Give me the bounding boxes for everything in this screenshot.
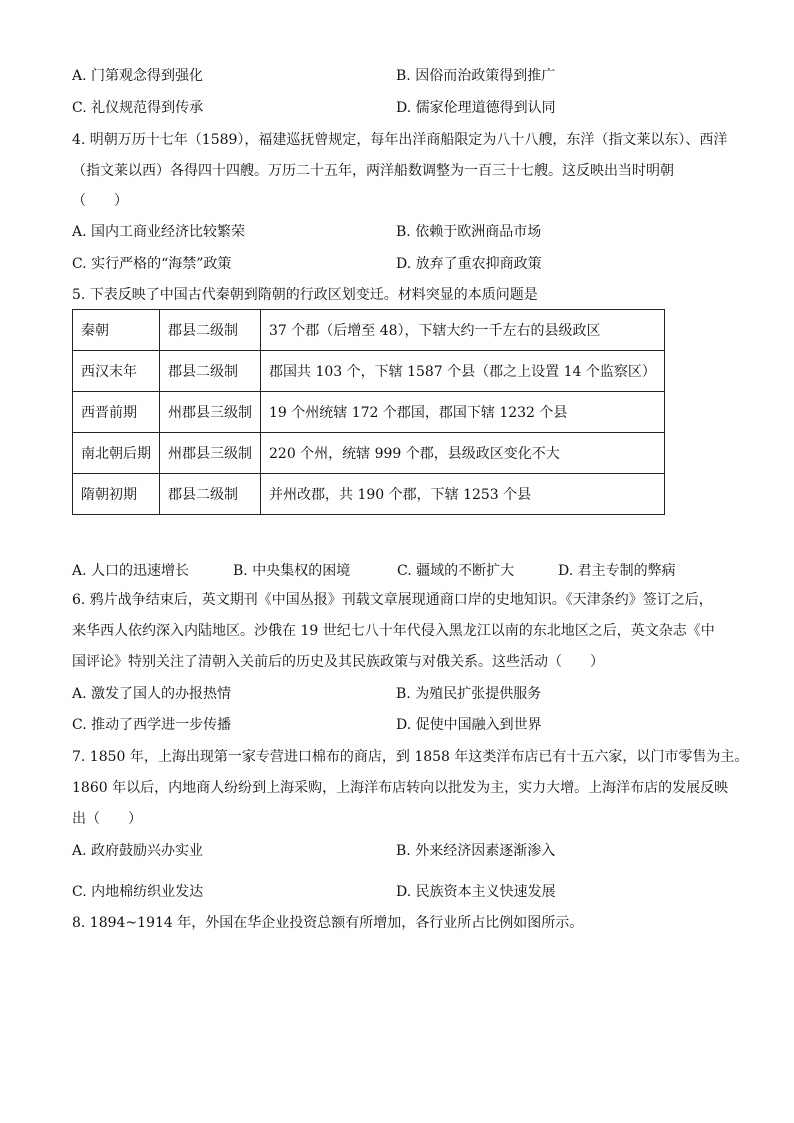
table-cell-system: 州郡县三级制 <box>160 433 261 474</box>
table-cell-dynasty: 隋朝初期 <box>73 474 160 515</box>
table-row <box>73 392 665 433</box>
table-cell-system: 郡县二级制 <box>160 310 261 351</box>
q6-option-d[interactable]: D. 促使中国融入到世界 <box>396 717 542 733</box>
table-cell-detail: 19 个州统辖 172 个郡国，郡国下辖 1232 个县 <box>261 392 665 433</box>
q6-stem-line-2: 来华西人依约深入内陆地区。沙俄在 19 世纪七八十年代侵入黑龙江以南的东北地区之后，英文杂志《中 <box>72 623 715 639</box>
q7-option-d[interactable]: D. 民族资本主义快速发展 <box>396 884 556 900</box>
q4-option-d[interactable]: D. 放弃了重农抑商政策 <box>396 256 542 272</box>
q3-option-a[interactable]: A. 门第观念得到强化 <box>72 68 204 84</box>
q5-option-b[interactable]: B. 中央集权的困境 <box>233 563 351 579</box>
q7-options-row-2 <box>0 882 794 902</box>
table-cell-detail: 郡国共 103 个，下辖 1587 个县（郡之上设置 14 个监察区） <box>261 351 665 392</box>
q4-option-c[interactable]: C. 实行严格的“海禁”政策 <box>72 256 232 272</box>
table-cell-system: 州郡县三级制 <box>160 392 261 433</box>
q4-option-b[interactable]: B. 依赖于欧洲商品市场 <box>396 224 542 240</box>
q5-stem: 5. 下表反映了中国古代秦朝到隋朝的行政区划变迁。材料突显的本质问题是 <box>72 287 538 303</box>
q8-stem: 8. 1894~1914 年，外国在华企业投资总额有所增加，各行业所占比例如图所示。 <box>72 915 584 931</box>
q3-options-row-1 <box>0 66 794 86</box>
q6-option-c[interactable]: C. 推动了西学进一步传播 <box>72 717 232 733</box>
q7-options-row-1 <box>0 841 794 861</box>
q6-option-a[interactable]: A. 激发了国人的办报热情 <box>72 686 232 702</box>
q5-admin-division-table <box>72 309 665 515</box>
q6-options-row-1 <box>0 684 794 704</box>
q7-option-a[interactable]: A. 政府鼓励兴办实业 <box>72 843 204 859</box>
q4-stem-line-1: 4. 明朝万历十七年（1589），福建巡抚曾规定，每年出洋商船限定为八十八艘，东洋（指文莱以东）、西洋 <box>72 132 728 148</box>
q5-option-c[interactable]: C. 疆域的不断扩大 <box>397 563 515 579</box>
table-row <box>73 433 665 474</box>
q6-stem-line-3: 国评论》特别关注了清朝入关前后的历史及其民族政策与对俄关系。这些活动（ ） <box>72 654 604 670</box>
table-row <box>73 351 665 392</box>
q4-options-row-2 <box>0 254 794 274</box>
q3-option-d[interactable]: D. 儒家伦理道德得到认同 <box>396 100 556 116</box>
q6-option-b[interactable]: B. 为殖民扩张提供服务 <box>396 686 542 702</box>
table-cell-dynasty: 秦朝 <box>73 310 160 351</box>
table-cell-system: 郡县二级制 <box>160 351 261 392</box>
q7-option-c[interactable]: C. 内地棉纺织业发达 <box>72 884 204 900</box>
q4-answer-blank: （ ） <box>72 193 128 209</box>
q3-option-c[interactable]: C. 礼仪规范得到传承 <box>72 100 204 116</box>
q7-stem-line-2: 1860 年以后，内地商人纷纷到上海采购，上海洋布店转向以批发为主，实力大增。上海洋布店的发展反映 <box>72 780 729 796</box>
q6-options-row-2 <box>0 715 794 735</box>
q5-option-a[interactable]: A. 人口的迅速增长 <box>72 563 190 579</box>
q4-option-a[interactable]: A. 国内工商业经济比较繁荣 <box>72 224 246 240</box>
table-cell-detail: 并州改郡，共 190 个郡，下辖 1253 个县 <box>261 474 665 515</box>
table-cell-detail: 220 个州，统辖 999 个郡，县级政区变化不大 <box>261 433 665 474</box>
q3-option-b[interactable]: B. 因俗而治政策得到推广 <box>396 68 556 84</box>
q7-stem-line-3: 出（ ） <box>72 811 142 827</box>
q4-options-row-1 <box>0 222 794 242</box>
q7-stem-line-1: 7. 1850 年，上海出现第一家专营进口棉布的商店，到 1858 年这类洋布店已有十五六家，以门市零售为主。 <box>72 749 749 765</box>
table-row <box>73 310 665 351</box>
q6-stem-line-1: 6. 鸦片战争结束后，英文期刊《中国丛报》刊载文章展现通商口岸的史地知识。《天津条约》签订之后， <box>72 592 713 608</box>
table-cell-system: 郡县二级制 <box>160 474 261 515</box>
q7-option-b[interactable]: B. 外来经济因素逐渐渗入 <box>396 843 556 859</box>
table-cell-detail: 37 个郡（后增至 48），下辖大约一千左右的县级政区 <box>261 310 665 351</box>
q3-options-row-2 <box>0 98 794 118</box>
table-cell-dynasty: 西晋前期 <box>73 392 160 433</box>
table-row <box>73 474 665 515</box>
q5-option-d[interactable]: D. 君主专制的弊病 <box>558 563 676 579</box>
q4-stem-line-2: （指文莱以西）各得四十四艘。万历二十五年，两洋船数调整为一百三十七艘。这反映出当时明朝 <box>72 163 674 179</box>
table-cell-dynasty: 西汉末年 <box>73 351 160 392</box>
table-cell-dynasty: 南北朝后期 <box>73 433 160 474</box>
